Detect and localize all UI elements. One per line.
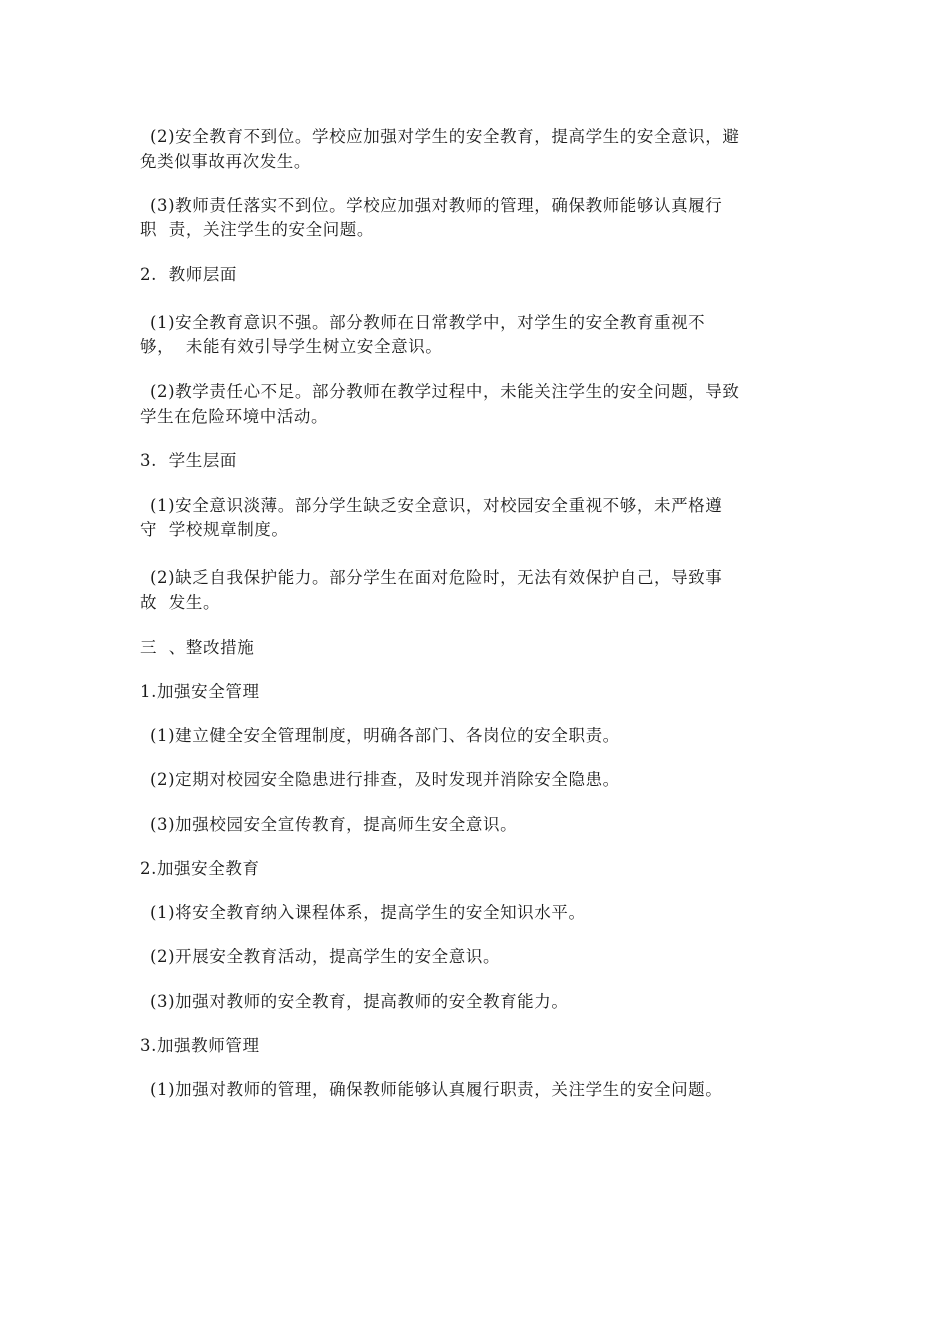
subsection-heading: 2.加强安全教育 (140, 859, 260, 878)
paragraph-line: 故 发生。 (140, 593, 221, 612)
paragraph-line: 学生在危险环境中活动。 (140, 407, 329, 426)
paragraph-line: 守 学校规章制度。 (140, 520, 289, 539)
subsection-heading: 3.加强教师管理 (140, 1036, 260, 1055)
paragraph-line: (2)安全教育不到位。学校应加强对学生的安全教育，提高学生的安全意识，避 (150, 127, 740, 146)
list-item: (1)加强对教师的管理，确保教师能够认真履行职责，关注学生的安全问题。 (150, 1080, 723, 1099)
list-item: (1)将安全教育纳入课程体系，提高学生的安全知识水平。 (150, 903, 586, 922)
paragraph-line: 职 责，关注学生的安全问题。 (140, 220, 374, 239)
section-heading: 3. 学生层面 (140, 451, 238, 470)
paragraph-line: (2)教学责任心不足。部分教师在教学过程中，未能关注学生的安全问题，导致 (150, 382, 740, 401)
section-heading: 三 、整改措施 (140, 638, 255, 657)
list-item: (3)加强对教师的安全教育，提高教师的安全教育能力。 (150, 992, 569, 1011)
list-item: (2)开展安全教育活动，提高学生的安全意识。 (150, 947, 501, 966)
paragraph-line: (1)安全意识淡薄。部分学生缺乏安全意识，对校园安全重视不够，未严格遵 (150, 496, 723, 515)
section-heading: 2. 教师层面 (140, 265, 238, 284)
list-item: (1)建立健全安全管理制度，明确各部门、各岗位的安全职责。 (150, 726, 620, 745)
paragraph-line: (2)缺乏自我保护能力。部分学生在面对危险时，无法有效保护自己，导致事 (150, 568, 723, 587)
paragraph-line: (3)教师责任落实不到位。学校应加强对教师的管理，确保教师能够认真履行 (150, 196, 723, 215)
subsection-heading: 1.加强安全管理 (140, 682, 260, 701)
paragraph-line: (1)安全教育意识不强。部分教师在日常教学中，对学生的安全教育重视不 (150, 313, 706, 332)
list-item: (3)加强校园安全宣传教育，提高师生安全意识。 (150, 815, 518, 834)
paragraph-line: 免类似事故再次发生。 (140, 152, 311, 171)
paragraph-line: 够， 未能有效引导学生树立安全意识。 (140, 337, 443, 356)
list-item: (2)定期对校园安全隐患进行排查，及时发现并消除安全隐患。 (150, 770, 620, 789)
